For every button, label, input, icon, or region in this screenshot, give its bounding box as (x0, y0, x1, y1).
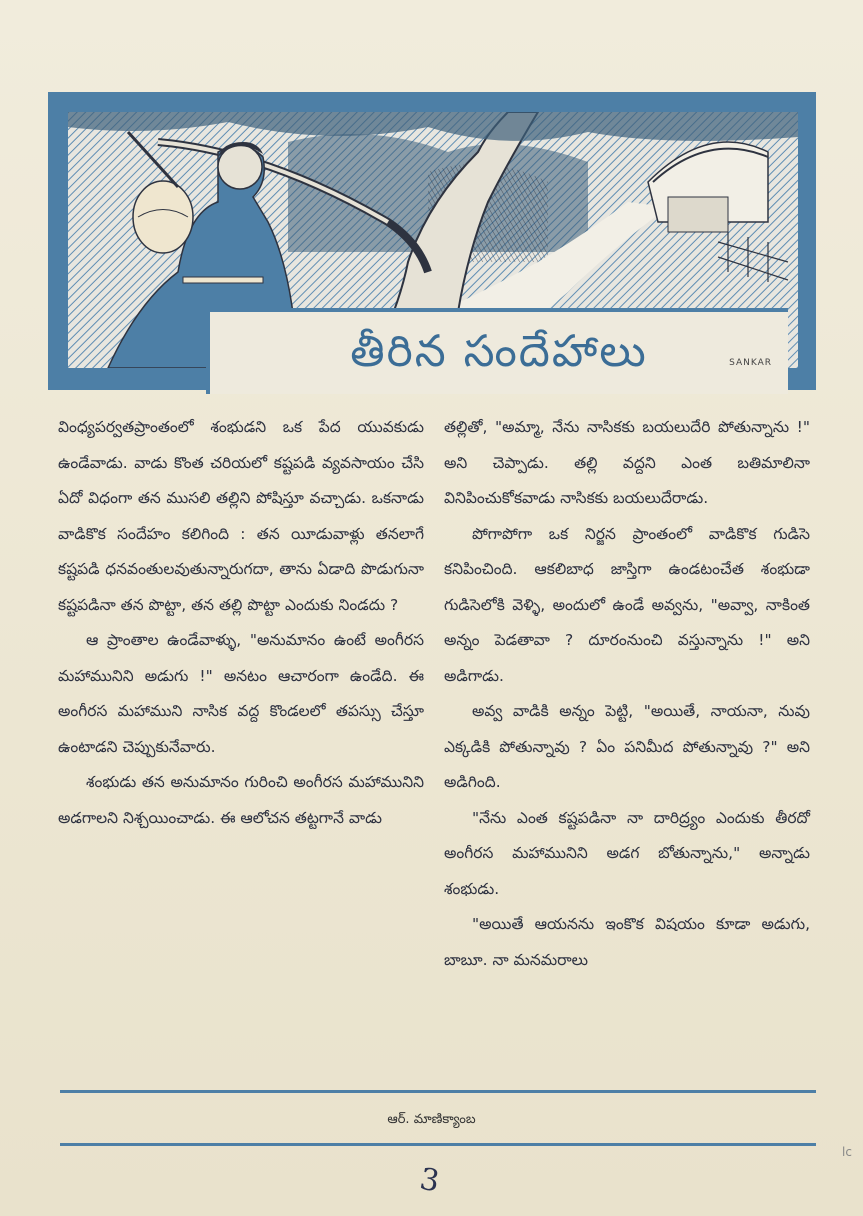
paragraph: "నేను ఎంత కష్టపడినా నా దారిద్ర్యం ఎందుకు తీరదో అంగీరస మహామునిని అడగ బోతున్నాను," అన్నాడు శంభుడు. (444, 808, 810, 898)
divider-top (60, 1090, 816, 1093)
author-credit: ఆర్. మాణిక్యాంబ (387, 1112, 476, 1127)
paragraph: పోగాపోగా ఒక నిర్జన ప్రాంతంలో వాడికొక గుడిసె కనిపించింది. ఆకలిబాధ జాస్తిగా ఉండటంచేత శంభుడా గుడిసెలోకి వెళ్ళి, అందులో ఉండే అవ్వను, "అవ్వా, నాకింత అన్నం పెడతావా ? దూరంనుంచి వస్తున్నాను !" అని అడిగాడు. (444, 524, 810, 685)
paragraph: ఆ ప్రాంతాల ఉండేవాళ్ళు, "అనుమానం ఉంటే అంగీరస మహామునిని అడుగు !" అనటం ఆచారంగా ఉండేది. ఈ అంగీరస మహాముని నాసిక వద్ద కొండలలో తపస్సు చేస్తూ ఉంటాడని చెప్పుకునేవారు. (58, 631, 424, 756)
artist-signature: SANKAR (729, 358, 772, 368)
left-column (58, 410, 424, 836)
story-banner (48, 92, 816, 390)
paragraph: అవ్వ వాడికి అన్నం పెట్టి, "అయితే, నాయనా, నువు ఎక్కడికి పోతున్నావు ? ఏం పనిమీద పోతున్నావు ?" అని అడిగింది. (444, 702, 810, 791)
paragraph: వింధ్యపర్వతప్రాంతంలో శంభుడని ఒక పేద యువకుడు ఉండేవాడు. వాడు కొంత చరియలో కష్టపడి వ్యవసాయం చేసి ఏదో విధంగా తన ముసలి తల్లిని పోషిస్తూ వచ్చాడు. ఒకనాడు వాడికొక సందేహం కలిగింది : తన యీడువాళ్లు తనలాగే కష్టపడి ధనవంతులవుతున్నారుగదా, తాను ఏడాది పొడుగునా కష్టపడినా తన పొట్టా, తన తల్లి పొట్టా ఎందుకు నిండదు ? (58, 418, 424, 614)
story-title: తీరిన సందేహాలు (350, 326, 648, 377)
page-number: 3 (417, 1161, 442, 1200)
paragraph: శంభుడు తన అనుమానం గురించి అంగీరస మహామునిని అడగాలని నిశ్చయించాడు. ఈ ఆలోచన తట్టగానే వాడు (58, 773, 424, 827)
title-panel (206, 308, 788, 394)
paragraph: తల్లితో, "అమ్మా, నేను నాసికకు బయలుదేరి పోతున్నాను !" అని చెప్పాడు. తల్లి వద్దని ఎంత బతిమాలినా వినిపించుకోకవాడు నాసికకు బయలుదేరాడు. (444, 418, 810, 507)
margin-mark: lc (842, 1145, 852, 1159)
right-column (444, 410, 810, 978)
divider-bottom (60, 1143, 816, 1146)
paragraph: "అయితే ఆయనను ఇంకొక విషయం కూడా అడుగు, బాబూ. నా మనమరాలు (444, 915, 810, 969)
